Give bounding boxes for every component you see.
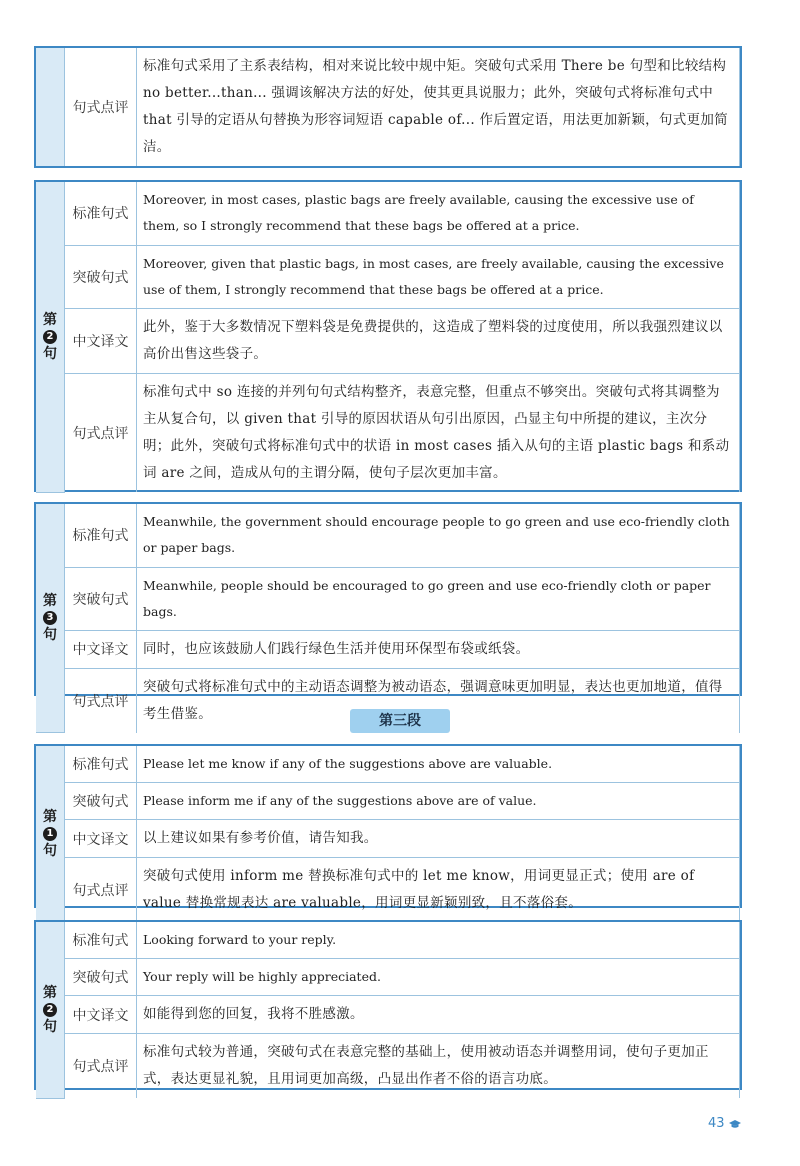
- sentence-block-1: [34, 744, 742, 911]
- row-label: 句式点评: [65, 48, 137, 166]
- row-label: 中文译文: [65, 820, 137, 858]
- ordinal-number-badge: 2: [43, 1003, 57, 1017]
- row-text: 此外，鉴于大多数情况下塑料袋是免费提供的，这造成了塑料袋的过度使用，所以我强烈建议以高价出售这些袋子。: [137, 308, 740, 373]
- row-text: 以上建议如果有参考价值，请告知我。: [137, 820, 740, 858]
- row-label: 标准句式: [65, 504, 137, 567]
- row-label: 突破句式: [65, 245, 137, 308]
- row-label: 标准句式: [65, 182, 137, 245]
- sentence-block-2: [34, 180, 742, 492]
- row-label: 句式点评: [65, 373, 137, 492]
- ordinal-number-badge: 1: [43, 827, 57, 841]
- ordinal-label: 第 1 句: [43, 808, 57, 859]
- row-text: Please inform me if any of the suggestions above are of value.: [137, 783, 740, 820]
- ordinal-label: 第 2 句: [43, 984, 57, 1035]
- ordinal-side: [36, 504, 65, 733]
- row-text: Your reply will be highly appreciated.: [137, 959, 740, 996]
- ordinal-label: 第 2 句: [43, 311, 57, 362]
- ordinal-side: [36, 922, 65, 1098]
- row-label: 句式点评: [65, 1034, 137, 1099]
- row-text: Moreover, in most cases, plastic bags are freely available, causing the excessive use of them, so I strongly recommend that these bags be offered at a price.: [137, 182, 740, 245]
- row-text: 标准句式采用了主系表结构，相对来说比较中规中矩。突破句式采用 There be 句型和比较结构 no better...than... 强调该解决方法的好处，使其更具说服力；此外，突破句式将标准句式中 that 引导的定语从句替换为形容词短语 capable of... 作后置定语，用法更加新颖，句式更加简洁。: [137, 48, 740, 166]
- row-text: Meanwhile, people should be encouraged to go green and use eco-friendly cloth or paper bags.: [137, 567, 740, 630]
- row-text: 如能得到您的回复，我将不胜感激。: [137, 996, 740, 1034]
- row-text: Please let me know if any of the suggestions above are valuable.: [137, 746, 740, 783]
- graduation-cap-icon: [729, 1120, 741, 1129]
- row-text: 标准句式中 so 连接的并列句句式结构整齐，表意完整，但重点不够突出。突破句式将其调整为主从复合句，以 given that 引导的原因状语从句引出原因，凸显主句中所提的建议，主次分明；此外，突破句式将标准句式中的状语 in most cases 插入从句的主语 plastic bags 和系动词 are 之间，造成从句的主谓分隔，使句子层次更加丰富。: [137, 373, 740, 492]
- row-text: Meanwhile, the government should encourage people to go green and use eco-friendly cloth or paper bags.: [137, 504, 740, 567]
- ordinal-number-badge: 3: [43, 611, 57, 625]
- ordinal-label: 第 3 句: [43, 593, 57, 643]
- row-label: 标准句式: [65, 922, 137, 959]
- ordinal-side-empty: [36, 48, 65, 166]
- row-label: 句式点评: [65, 858, 137, 923]
- row-text: 同时，也应该鼓励人们践行绿色生活并使用环保型布袋或纸袋。: [137, 630, 740, 668]
- row-label: 突破句式: [65, 783, 137, 820]
- row-text: Looking forward to your reply.: [137, 922, 740, 959]
- ordinal-number-badge: 2: [43, 330, 57, 344]
- page-number: 43: [708, 1116, 725, 1131]
- row-label: 标准句式: [65, 746, 137, 783]
- row-label: 突破句式: [65, 959, 137, 996]
- section-heading: 第三段: [350, 709, 450, 733]
- row-text: 突破句式将标准句式中的主动语态调整为被动语态，强调意味更加明显，表达也更加地道，值得考生借鉴。: [137, 668, 740, 733]
- row-label: 中文译文: [65, 308, 137, 373]
- row-text: 标准句式较为普通，突破句式在表意完整的基础上，使用被动语态并调整用词，使句子更加正式，表达更显礼貌，且用词更加高级，凸显出作者不俗的语言功底。: [137, 1034, 740, 1099]
- row-text: Moreover, given that plastic bags, in most cases, are freely available, causing the excessive use of them, I strongly recommend that these bags be offered at a price.: [137, 245, 740, 308]
- sentence-block-prev: [34, 46, 742, 168]
- row-label: 中文译文: [65, 630, 137, 668]
- row-label: 中文译文: [65, 996, 137, 1034]
- row-label: 突破句式: [65, 567, 137, 630]
- ordinal-side: [36, 182, 65, 492]
- ordinal-side: [36, 746, 65, 922]
- row-label: 句式点评: [65, 668, 137, 733]
- sentence-block-2b: [34, 920, 742, 1090]
- row-text: 突破句式使用 inform me 替换标准句式中的 let me know，用词更显正式；使用 are of value 替换常规表达 are valuable，用词更显新颖别致，且不落俗套。: [137, 858, 740, 923]
